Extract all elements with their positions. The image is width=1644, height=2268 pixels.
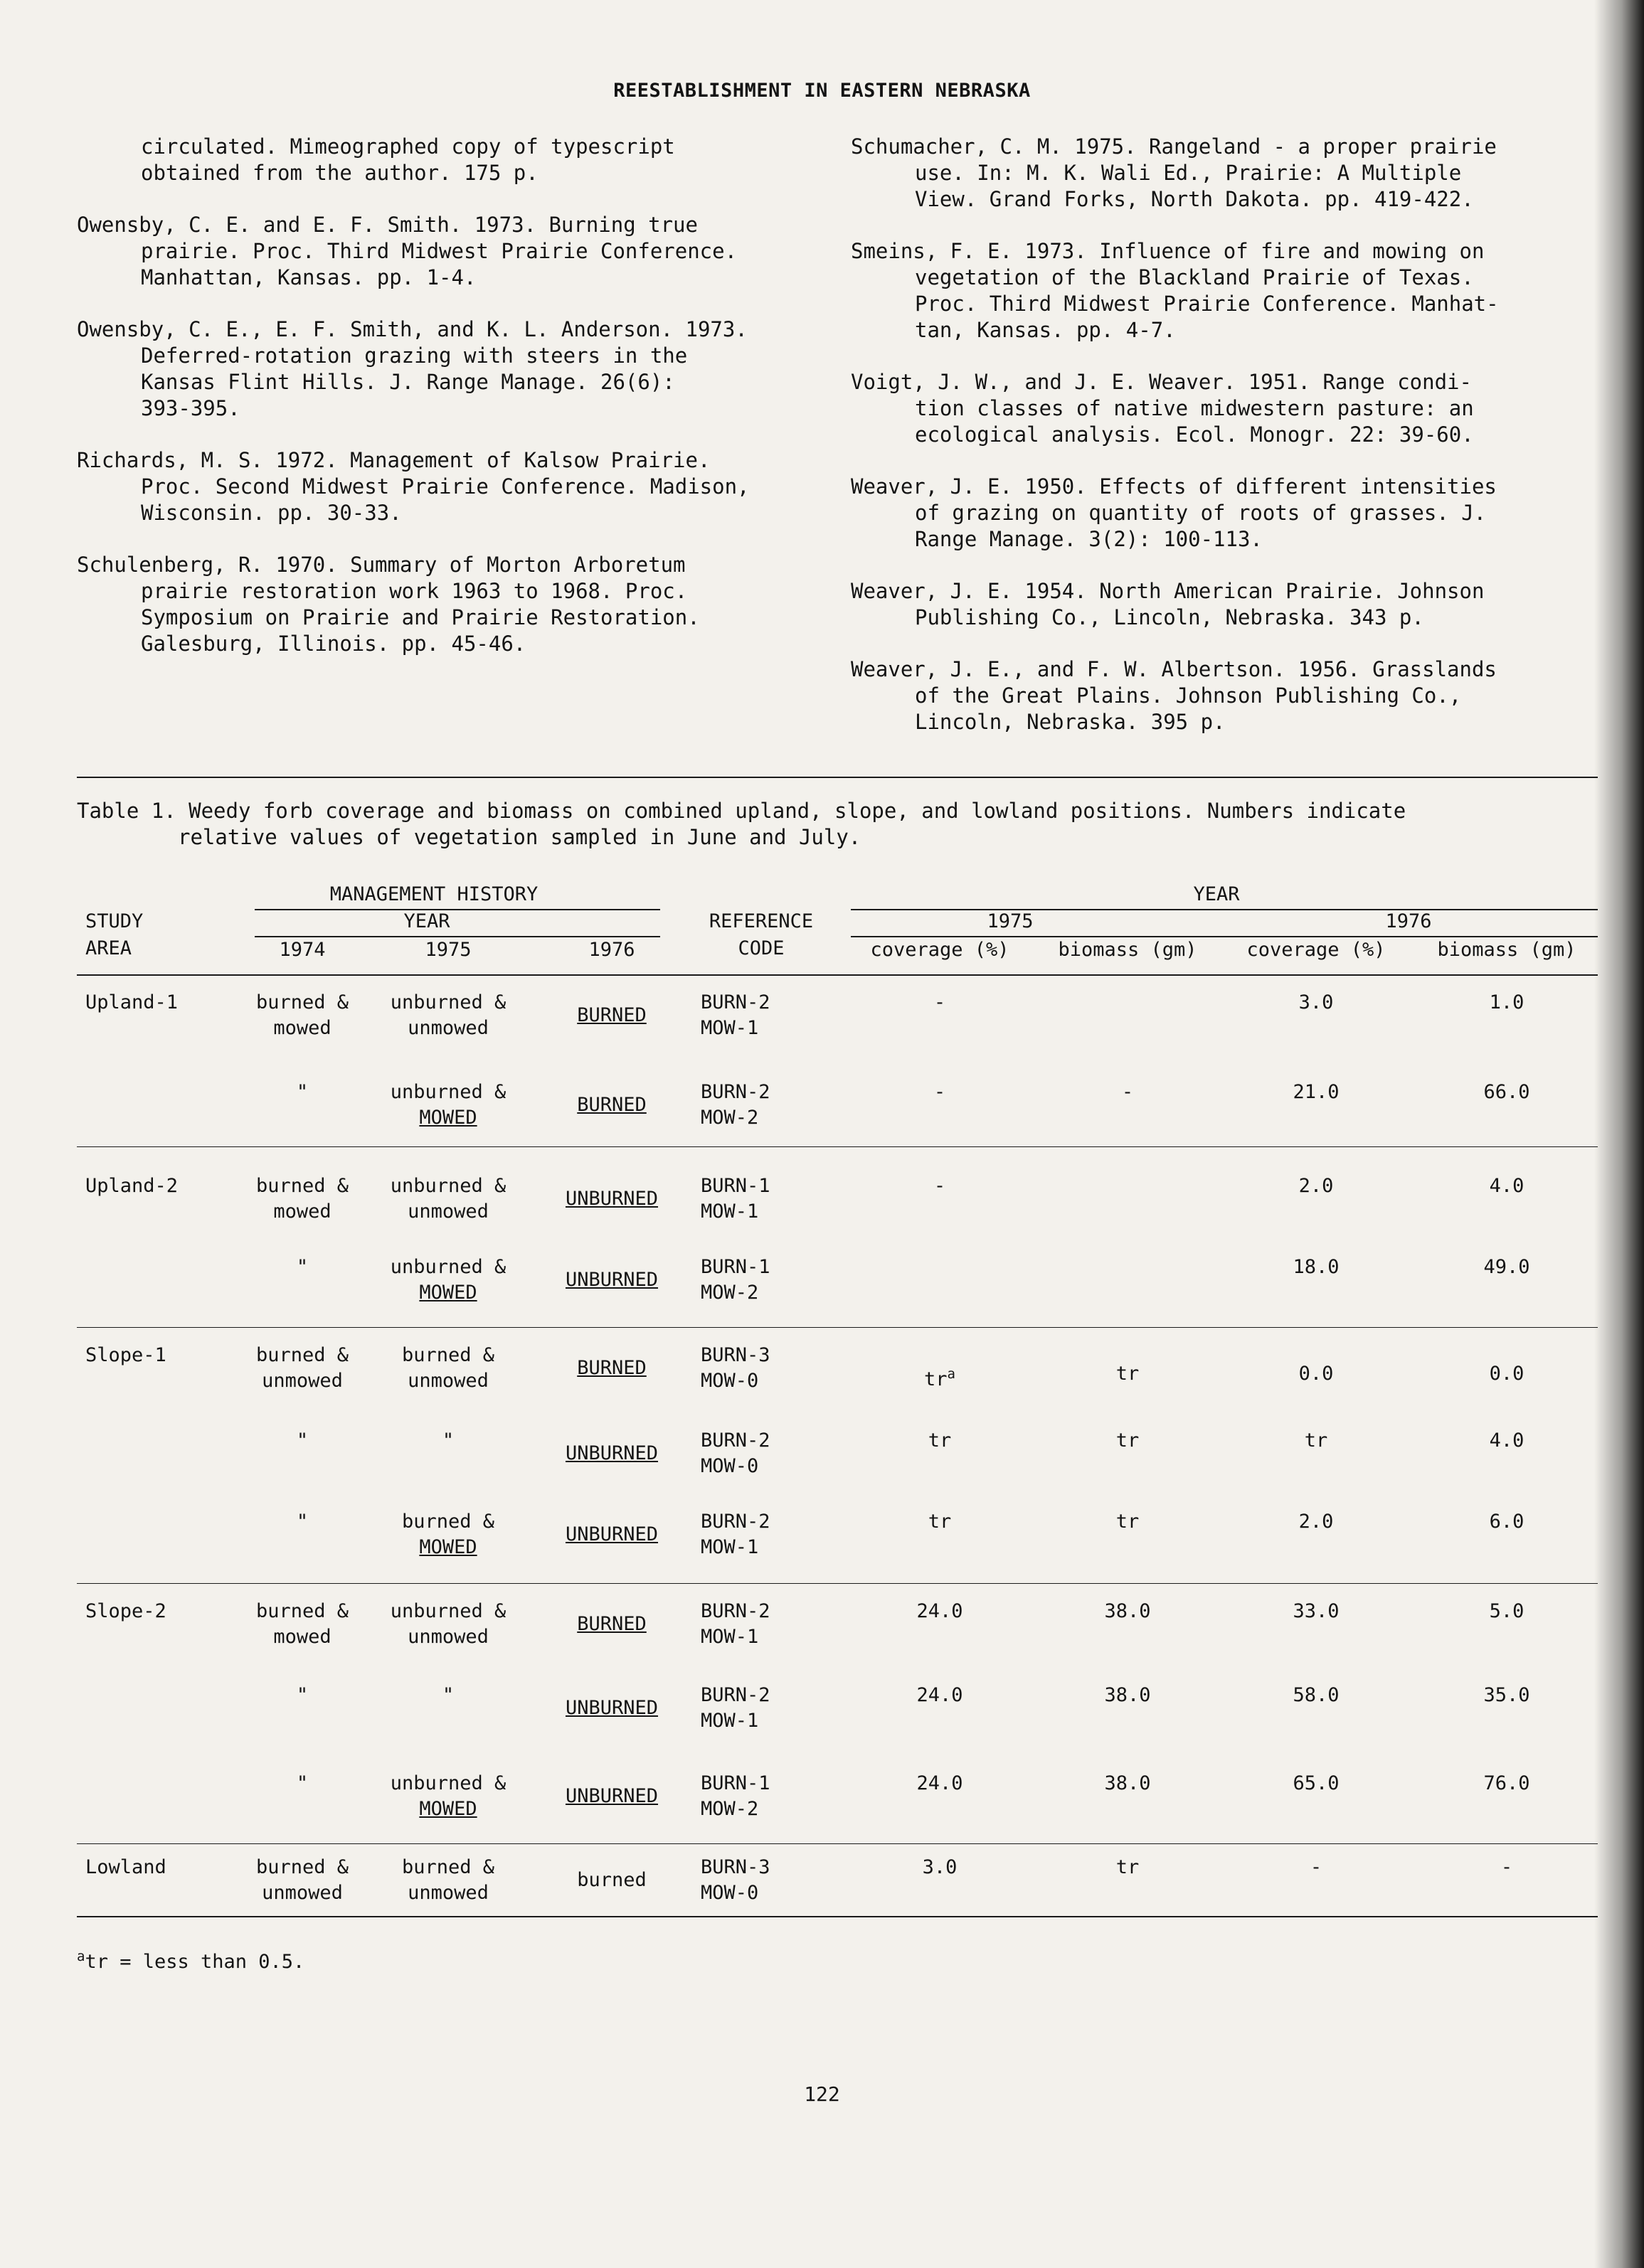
- reference-line: View. Grand Forks, North Dakota. pp. 419-422.: [915, 187, 1474, 211]
- table-group-rule: [77, 1327, 1598, 1328]
- coverage-1976-cell: -: [1310, 1856, 1322, 1878]
- coverage-1975-cell: 24.0: [916, 1600, 963, 1622]
- history-1975-cell: ": [442, 1430, 455, 1452]
- biomass-1976-cell: 0.0: [1489, 1363, 1524, 1385]
- history-1976-cell: UNBURNED: [565, 1269, 659, 1291]
- coverage-1976-cell: 2.0: [1298, 1511, 1334, 1533]
- biomass-1975-cell: 38.0: [1104, 1772, 1151, 1794]
- biomass-1976-cell: 66.0: [1483, 1081, 1530, 1103]
- table-caption-line1: Table 1. Weedy forb coverage and biomass on combined upland, slope, and lowland positions. Numbers indicate: [77, 799, 1406, 823]
- history-1974-cell: burned &: [255, 1175, 349, 1197]
- study-area-cell: Upland-1: [85, 991, 179, 1013]
- table-caption-line2: relative values of vegetation sampled in June and July.: [178, 825, 861, 849]
- reference-line: Schumacher, C. M. 1975. Rangeland - a proper prairie: [851, 134, 1497, 159]
- biomass-1976-cell: 76.0: [1483, 1772, 1530, 1794]
- area-header: AREA: [85, 937, 132, 959]
- history-1974-cell: burned &: [255, 1856, 349, 1878]
- reference-code-cell: MOW-1: [701, 1536, 759, 1558]
- reference-entry: [851, 578, 1605, 631]
- history-1975-cell: unmowed: [408, 1200, 489, 1223]
- reference-code-cell: MOW-2: [701, 1798, 759, 1820]
- reference-line: Richards, M. S. 1972. Management of Kalsow Prairie.: [77, 448, 711, 472]
- history-1975-cell: MOWED: [419, 1107, 477, 1129]
- scan-edge-shadow: [1594, 0, 1644, 2268]
- reference-line: Weaver, J. E. 1950. Effects of different intensities: [851, 474, 1497, 499]
- code-header: CODE: [738, 937, 785, 959]
- history-1974-cell: mowed: [273, 1017, 332, 1039]
- reference-line: of the Great Plains. Johnson Publishing Co.,: [915, 683, 1462, 708]
- table-footnote: [77, 1949, 304, 1973]
- table-top-rule: [77, 777, 1598, 778]
- reference-entry: [851, 656, 1605, 735]
- history-1975-cell: MOWED: [419, 1282, 477, 1304]
- reference-line: use. In: M. K. Wali Ed., Prairie: A Multiple: [915, 161, 1462, 185]
- biomass-1976-cell: 6.0: [1489, 1511, 1524, 1533]
- history-1976-cell: BURNED: [577, 1094, 647, 1116]
- reference-code-cell: MOW-0: [701, 1370, 759, 1392]
- reference-entry: [77, 447, 845, 526]
- history-1975-cell: burned &: [401, 1511, 495, 1533]
- history-1974-cell: ": [296, 1081, 309, 1103]
- coverage-1975-cell: -: [933, 1081, 946, 1103]
- reference-entry: [77, 212, 845, 291]
- reference-code-cell: MOW-1: [701, 1200, 759, 1223]
- history-1976-cell: UNBURNED: [565, 1785, 659, 1807]
- reference-line: Owensby, C. E. and E. F. Smith. 1973. Burning true: [77, 213, 698, 237]
- reference-line: Symposium on Prairie and Prairie Restoration.: [141, 605, 700, 629]
- page-number: 122: [804, 2082, 840, 2106]
- history-1976-cell: UNBURNED: [565, 1442, 659, 1464]
- reference-code-cell: MOW-0: [701, 1455, 759, 1477]
- biomass-1975-cell: 38.0: [1104, 1600, 1151, 1622]
- biomass-1976-cell: -: [1500, 1856, 1513, 1878]
- table-group-rule: [77, 1843, 1598, 1844]
- coverage-1975-cell: [851, 1361, 1029, 1393]
- biomass-1976-cell: 4.0: [1489, 1430, 1524, 1452]
- biomass-1975-cell: -: [1121, 1081, 1134, 1103]
- reference-code-cell: BURN-2: [701, 1430, 770, 1452]
- biomass-1976-cell: 5.0: [1489, 1600, 1524, 1622]
- history-1974-cell: ": [296, 1256, 309, 1278]
- reference-entry: [77, 316, 845, 422]
- history-1976-cell: UNBURNED: [565, 1188, 659, 1210]
- study-area-cell: Upland-2: [85, 1175, 179, 1197]
- table-header-rule: [77, 974, 1598, 976]
- reference-entry: [851, 474, 1605, 553]
- history-1975-cell: unburned &: [390, 1600, 507, 1622]
- table-bottom-rule: [77, 1916, 1598, 1917]
- reference-line: Proc. Second Midwest Prairie Conference. Madison,: [141, 474, 750, 499]
- study-header: STUDY: [85, 910, 144, 932]
- history-1975-cell: unmowed: [408, 1370, 489, 1392]
- history-1975-cell: ": [442, 1684, 455, 1706]
- reference-line: of grazing on quantity of roots of grasses. J.: [915, 501, 1487, 525]
- coverage-1975-cell: 3.0: [922, 1856, 958, 1878]
- history-1976-cell: BURNED: [577, 1004, 647, 1026]
- reference-code-cell: BURN-2: [701, 991, 770, 1013]
- history-1974-cell: unmowed: [262, 1882, 343, 1904]
- history-1974-cell: ": [296, 1684, 309, 1706]
- footnote-marker: a: [947, 1366, 955, 1382]
- history-1974-cell: burned &: [255, 1600, 349, 1622]
- reference-code-cell: BURN-2: [701, 1684, 770, 1706]
- reference-code-cell: BURN-3: [701, 1856, 770, 1878]
- coverage-1975-cell: tr: [928, 1430, 952, 1452]
- running-head: REESTABLISHMENT IN EASTERN NEBRASKA: [613, 80, 1031, 102]
- history-1974-cell: burned &: [255, 1344, 349, 1366]
- reference-line: Kansas Flint Hills. J. Range Manage. 26(6):: [141, 370, 675, 394]
- table-group-rule: [77, 1583, 1598, 1584]
- history-1975-cell: MOWED: [419, 1798, 477, 1820]
- history-1974-cell: burned &: [255, 991, 349, 1013]
- history-1974-cell: ": [296, 1430, 309, 1452]
- history-1976-cell: burned: [577, 1869, 647, 1891]
- coverage-1975-cell: tr: [928, 1511, 952, 1533]
- reference-code-cell: BURN-2: [701, 1511, 770, 1533]
- biomass-1976-cell: 49.0: [1483, 1256, 1530, 1278]
- reference-code-cell: MOW-1: [701, 1710, 759, 1732]
- year-group-header: YEAR: [403, 910, 450, 932]
- biomass-1976-cell: 1.0: [1489, 991, 1524, 1013]
- year-right-header: YEAR: [1193, 883, 1240, 905]
- history-1976-cell: UNBURNED: [565, 1523, 659, 1545]
- reference-header: REFERENCE: [709, 910, 814, 932]
- history-1975-cell: burned &: [401, 1344, 495, 1366]
- reference-entry: [851, 238, 1605, 344]
- header-r1975: 1975: [987, 910, 1034, 932]
- coverage-1976-cell: 18.0: [1293, 1256, 1340, 1278]
- reference-line: Lincoln, Nebraska. 395 p.: [915, 710, 1226, 734]
- coverage-1975-cell: -: [933, 1175, 946, 1197]
- reference-line: tion classes of native midwestern pasture: an: [915, 396, 1474, 420]
- history-1975-cell: unburned &: [390, 1175, 507, 1197]
- reference-line: Wisconsin. pp. 30-33.: [141, 501, 402, 525]
- coverage-header-1976: coverage (%): [1246, 939, 1386, 961]
- reference-entry: [77, 552, 845, 657]
- history-1975-cell: unburned &: [390, 1081, 507, 1103]
- biomass-header-1976: biomass (gm): [1437, 939, 1576, 961]
- footnote-marker: a: [77, 1949, 85, 1964]
- study-area-cell: Lowland: [85, 1856, 166, 1878]
- coverage-1976-cell: 65.0: [1293, 1772, 1340, 1794]
- reference-code-cell: MOW-2: [701, 1282, 759, 1304]
- reference-code-cell: BURN-1: [701, 1772, 770, 1794]
- coverage-header-1975: coverage (%): [870, 939, 1009, 961]
- reference-line: circulated. Mimeographed copy of typescript: [141, 134, 675, 159]
- study-area-cell: Slope-1: [85, 1344, 166, 1366]
- header-1975: 1975: [425, 939, 472, 961]
- history-1975-cell: unburned &: [390, 1256, 507, 1278]
- reference-code-cell: BURN-2: [701, 1600, 770, 1622]
- coverage-1976-cell: 3.0: [1298, 991, 1334, 1013]
- history-1975-cell: MOWED: [419, 1536, 477, 1558]
- reference-code-cell: MOW-1: [701, 1017, 759, 1039]
- reference-code-cell: MOW-0: [701, 1882, 759, 1904]
- history-1974-cell: mowed: [273, 1626, 332, 1648]
- coverage-1976-cell: 2.0: [1298, 1175, 1334, 1197]
- coverage-value: tr: [924, 1368, 948, 1390]
- history-1976-cell: BURNED: [577, 1613, 647, 1635]
- reference-line: Voigt, J. W., and J. E. Weaver. 1951. Range condi-: [851, 370, 1472, 394]
- table-group-rule: [77, 1146, 1598, 1147]
- history-1975-cell: unmowed: [408, 1017, 489, 1039]
- reference-line: 393-395.: [141, 396, 240, 420]
- reference-code-cell: BURN-2: [701, 1081, 770, 1103]
- reference-line: Manhattan, Kansas. pp. 1-4.: [141, 265, 477, 289]
- biomass-1976-cell: 4.0: [1489, 1175, 1524, 1197]
- coverage-1975-cell: -: [933, 991, 946, 1013]
- biomass-1975-cell: tr: [1115, 1363, 1140, 1385]
- management-history-header: MANAGEMENT HISTORY: [329, 883, 539, 905]
- reference-entry: [851, 134, 1605, 213]
- reference-line: ecological analysis. Ecol. Monogr. 22: 39-60.: [915, 422, 1474, 447]
- history-1974-cell: mowed: [273, 1200, 332, 1223]
- history-1975-cell: burned &: [401, 1856, 495, 1878]
- biomass-header-1975: biomass (gm): [1058, 939, 1197, 961]
- biomass-1975-cell: tr: [1115, 1511, 1140, 1533]
- reference-code-cell: MOW-1: [701, 1626, 759, 1648]
- header-1974: 1974: [279, 939, 326, 961]
- header-1976: 1976: [588, 939, 635, 961]
- reference-line: tan, Kansas. pp. 4-7.: [915, 318, 1176, 342]
- reference-line: vegetation of the Blackland Prairie of Texas.: [915, 265, 1474, 289]
- reference-code-cell: BURN-1: [701, 1175, 770, 1197]
- footnote-text: tr = less than 0.5.: [85, 1951, 305, 1973]
- reference-entry: [851, 369, 1605, 448]
- reference-line: Deferred-rotation grazing with steers in the: [141, 344, 688, 368]
- history-1975-cell: unburned &: [390, 1772, 507, 1794]
- reference-code-cell: BURN-3: [701, 1344, 770, 1366]
- coverage-1975-cell: 24.0: [916, 1684, 963, 1706]
- history-1974-cell: unmowed: [262, 1370, 343, 1392]
- reference-line: Schulenberg, R. 1970. Summary of Morton Arboretum: [77, 553, 686, 577]
- coverage-1975-cell: 24.0: [916, 1772, 963, 1794]
- reference-entry: [77, 134, 845, 186]
- history-1975-cell: unburned &: [390, 991, 507, 1013]
- references-left-column: [77, 134, 845, 683]
- coverage-1976-cell: 33.0: [1293, 1600, 1340, 1622]
- reference-code-cell: MOW-2: [701, 1107, 759, 1129]
- reference-line: prairie. Proc. Third Midwest Prairie Conference.: [141, 239, 738, 263]
- history-1976-cell: BURNED: [577, 1357, 647, 1379]
- coverage-1976-cell: 58.0: [1293, 1684, 1340, 1706]
- reference-line: Proc. Third Midwest Prairie Conference. Manhat-: [915, 292, 1499, 316]
- history-1976-cell: UNBURNED: [565, 1697, 659, 1719]
- reference-line: prairie restoration work 1963 to 1968. Proc.: [141, 579, 688, 603]
- coverage-1976-cell: tr: [1304, 1430, 1328, 1452]
- biomass-1975-cell: 38.0: [1104, 1684, 1151, 1706]
- biomass-1975-cell: tr: [1115, 1430, 1140, 1452]
- biomass-1976-cell: 35.0: [1483, 1684, 1530, 1706]
- references-right-column: [851, 134, 1605, 761]
- reference-code-cell: BURN-1: [701, 1256, 770, 1278]
- header-r1976: 1976: [1385, 910, 1432, 932]
- history-1975-cell: unmowed: [408, 1882, 489, 1904]
- biomass-1975-cell: tr: [1115, 1856, 1140, 1878]
- reference-line: Owensby, C. E., E. F. Smith, and K. L. Anderson. 1973.: [77, 317, 748, 341]
- reference-line: Weaver, J. E. 1954. North American Prairie. Johnson: [851, 579, 1485, 603]
- history-1974-cell: ": [296, 1772, 309, 1794]
- table-caption: [77, 798, 1585, 851]
- reference-line: obtained from the author. 175 p.: [141, 161, 539, 185]
- reference-line: Galesburg, Illinois. pp. 45-46.: [141, 632, 526, 656]
- coverage-1976-cell: 0.0: [1298, 1363, 1334, 1385]
- coverage-1976-cell: 21.0: [1293, 1081, 1340, 1103]
- history-1975-cell: unmowed: [408, 1626, 489, 1648]
- reference-line: Smeins, F. E. 1973. Influence of fire and mowing on: [851, 239, 1485, 263]
- reference-line: Publishing Co., Lincoln, Nebraska. 343 p.: [915, 605, 1424, 629]
- history-1974-cell: ": [296, 1511, 309, 1533]
- reference-line: Weaver, J. E., and F. W. Albertson. 1956. Grasslands: [851, 657, 1497, 681]
- reference-line: Range Manage. 3(2): 100-113.: [915, 527, 1263, 551]
- study-area-cell: Slope-2: [85, 1600, 166, 1622]
